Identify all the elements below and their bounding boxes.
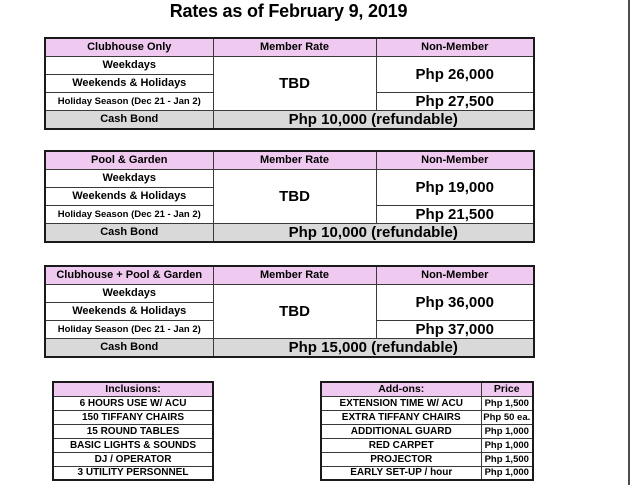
weekdays-label: Weekdays (45, 56, 213, 74)
table-row (321, 438, 533, 452)
table-header-row (45, 38, 534, 56)
table-row (53, 438, 213, 452)
addon-item: ADDITIONAL GUARD (321, 424, 481, 438)
weekends-label: Weekends & Holidays (45, 187, 213, 205)
price-header: Price (481, 382, 533, 396)
cash-bond-label: Cash Bond (45, 110, 213, 129)
non-member-header: Non-Member (376, 266, 534, 284)
weekdays-label: Weekdays (45, 169, 213, 187)
table-header-row (53, 382, 213, 396)
addon-item: PROJECTOR (321, 452, 481, 466)
addon-price: Php 1,000 (481, 466, 533, 480)
page-right-edge-line (628, 0, 630, 485)
holiday-season-label: Holiday Season (Dec 21 - Jan 2) (45, 320, 213, 338)
table-row (321, 452, 533, 466)
clubhouse-pool-garden-rates-table (44, 265, 535, 358)
table-row (45, 284, 534, 302)
table-row (53, 410, 213, 424)
table-row (53, 396, 213, 410)
inclusion-item: DJ / OPERATOR (53, 452, 213, 466)
non-member-header: Non-Member (376, 151, 534, 169)
cash-bond-value: Php 10,000 (refundable) (213, 223, 534, 242)
member-rate-header: Member Rate (213, 38, 376, 56)
addon-item: EXTENSION TIME W/ ACU (321, 396, 481, 410)
table-row (53, 424, 213, 438)
addon-item: RED CARPET (321, 438, 481, 452)
addon-item: EARLY SET-UP / hour (321, 466, 481, 480)
venue-name-header: Pool & Garden (45, 151, 213, 169)
page-title: Rates as of February 9, 2019 (169, 1, 408, 21)
inclusion-item: 6 HOURS USE W/ ACU (53, 396, 213, 410)
weekends-label: Weekends & Holidays (45, 74, 213, 92)
cash-bond-row (45, 338, 534, 357)
addon-item: EXTRA TIFFANY CHAIRS (321, 410, 481, 424)
table-row (321, 396, 533, 410)
regular-rate-value: Php 36,000 (376, 284, 534, 320)
addon-price: Php 1,500 (481, 452, 533, 466)
inclusion-item: 150 TIFFANY CHAIRS (53, 410, 213, 424)
inclusions-header: Inclusions: (53, 382, 213, 396)
addon-price: Php 1,500 (481, 396, 533, 410)
non-member-header: Non-Member (376, 38, 534, 56)
holiday-rate-value: Php 27,500 (376, 92, 534, 110)
inclusion-item: 3 UTILITY PERSONNEL (53, 466, 213, 480)
holiday-season-label: Holiday Season (Dec 21 - Jan 2) (45, 205, 213, 223)
inclusion-item: BASIC LIGHTS & SOUNDS (53, 438, 213, 452)
addons-header: Add-ons: (321, 382, 481, 396)
table-row (321, 466, 533, 480)
addon-price: Php 1,000 (481, 424, 533, 438)
member-rate-value: TBD (213, 56, 376, 110)
venue-name-header: Clubhouse + Pool & Garden (45, 266, 213, 284)
cash-bond-row (45, 110, 534, 129)
venue-name-header: Clubhouse Only (45, 38, 213, 56)
table-header-row (45, 151, 534, 169)
cash-bond-value: Php 15,000 (refundable) (213, 338, 534, 357)
pool-garden-rates-table (44, 150, 535, 243)
addon-price: Php 50 ea. (481, 410, 533, 424)
inclusions-table (52, 381, 214, 481)
cash-bond-label: Cash Bond (45, 338, 213, 357)
holiday-rate-value: Php 21,500 (376, 205, 534, 223)
cash-bond-label: Cash Bond (45, 223, 213, 242)
inclusion-item: 15 ROUND TABLES (53, 424, 213, 438)
table-header-row (321, 382, 533, 396)
member-rate-value: TBD (213, 284, 376, 338)
clubhouse-only-rates-table (44, 37, 535, 130)
member-rate-header: Member Rate (213, 266, 376, 284)
holiday-season-label: Holiday Season (Dec 21 - Jan 2) (45, 92, 213, 110)
addons-table (320, 381, 534, 481)
weekdays-label: Weekdays (45, 284, 213, 302)
holiday-rate-value: Php 37,000 (376, 320, 534, 338)
cash-bond-value: Php 10,000 (refundable) (213, 110, 534, 129)
member-rate-value: TBD (213, 169, 376, 223)
weekends-label: Weekends & Holidays (45, 302, 213, 320)
regular-rate-value: Php 26,000 (376, 56, 534, 92)
addon-price: Php 1,000 (481, 438, 533, 452)
table-row (53, 466, 213, 480)
table-row (45, 169, 534, 187)
table-row (53, 452, 213, 466)
table-row (45, 56, 534, 74)
table-header-row (45, 266, 534, 284)
member-rate-header: Member Rate (213, 151, 376, 169)
cash-bond-row (45, 223, 534, 242)
table-row (321, 410, 533, 424)
regular-rate-value: Php 19,000 (376, 169, 534, 205)
table-row (321, 424, 533, 438)
